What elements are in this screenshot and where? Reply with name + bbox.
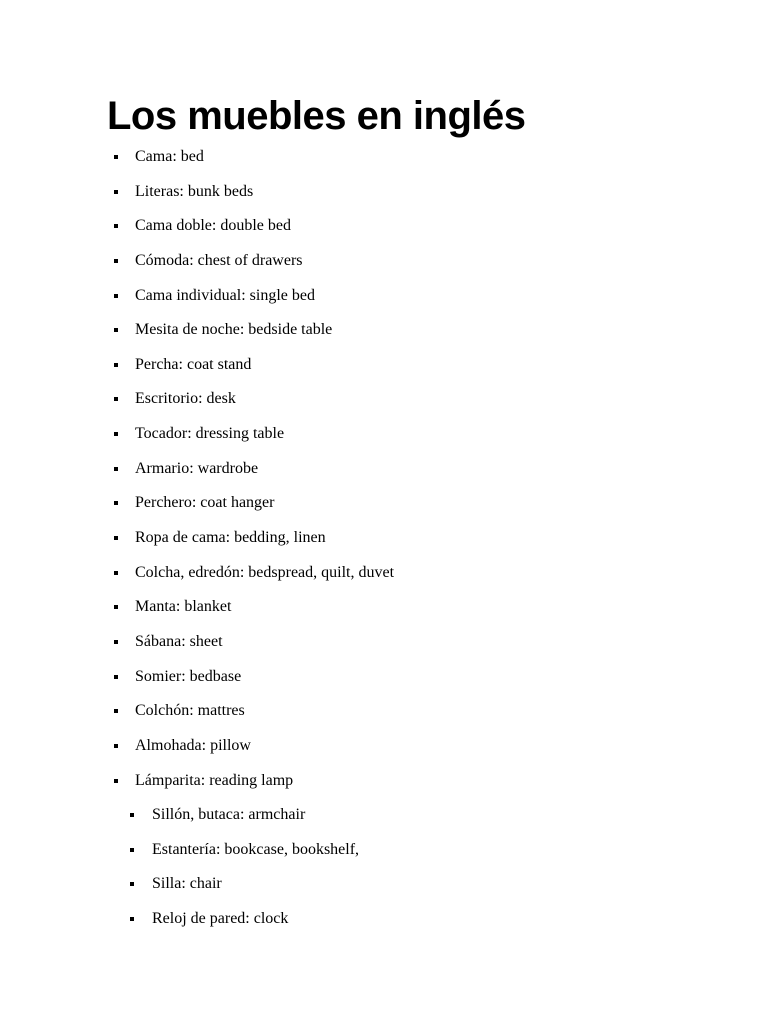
list-item [0, 313, 768, 348]
list-item-text: Silla: chair [152, 875, 222, 893]
list-item-text: Escritorio: desk [135, 390, 236, 408]
list-item-text: Sábana: sheet [135, 632, 223, 650]
bullet-icon [130, 917, 134, 921]
bullet-icon [114, 190, 118, 194]
bullet-icon [114, 744, 118, 748]
list-item-text: Tocador: dressing table [135, 425, 285, 443]
page-title: Los muebles en inglés [107, 94, 526, 138]
list-item [0, 625, 768, 660]
list-item-text: Cama: bed [135, 148, 204, 165]
list-item [0, 279, 768, 314]
list-item-text: Somier: bedbase [135, 667, 242, 685]
bullet-icon [114, 536, 118, 540]
list-item [0, 556, 768, 591]
vocabulary-list [0, 140, 768, 937]
bullet-icon [114, 640, 118, 644]
list-item-text: Cama individual: single bed [135, 286, 315, 304]
bullet-icon [114, 259, 118, 263]
bullet-icon [114, 675, 118, 679]
list-item-text: Cama doble: double bed [135, 217, 291, 235]
bullet-icon [114, 467, 118, 471]
bullet-icon [130, 882, 134, 886]
list-item-text: Perchero: coat hanger [135, 494, 275, 512]
list-item-text: Almohada: pillow [135, 736, 251, 754]
list-item [0, 244, 768, 279]
list-item [0, 521, 768, 556]
list-item-text: Cómoda: chest of drawers [135, 251, 303, 269]
list-item-text: Sillón, butaca: armchair [152, 806, 306, 824]
list-item [0, 729, 768, 764]
list-item-text: Estantería: bookcase, bookshelf, [152, 840, 360, 858]
bullet-icon [114, 501, 118, 505]
sub-list-item [0, 867, 768, 902]
list-item-text: Mesita de noche: bedside table [135, 321, 333, 339]
list-item-text: Literas: bunk beds [135, 182, 254, 200]
bullet-icon [114, 155, 118, 159]
list-item [0, 486, 768, 521]
bullet-icon [130, 813, 134, 817]
sub-list-item [0, 798, 768, 833]
bullet-icon [114, 397, 118, 401]
sub-list-item [0, 833, 768, 868]
bullet-icon [114, 605, 118, 609]
list-item [0, 348, 768, 383]
list-item [0, 382, 768, 417]
list-item-text: Ropa de cama: bedding, linen [135, 529, 326, 547]
list-item [0, 209, 768, 244]
bullet-icon [114, 779, 118, 783]
list-item [0, 175, 768, 210]
sub-list-item [0, 902, 768, 937]
bullet-icon [114, 709, 118, 713]
bullet-icon [114, 432, 118, 436]
list-item-text: Manta: blanket [135, 598, 232, 616]
bullet-icon [114, 363, 118, 367]
bullet-icon [130, 848, 134, 852]
list-item [0, 417, 768, 452]
list-item [0, 764, 768, 799]
list-item-text: Percha: coat stand [135, 355, 252, 373]
list-item [0, 590, 768, 625]
list-item-text: Lámparita: reading lamp [135, 771, 294, 789]
bullet-icon [114, 224, 118, 228]
list-item [0, 694, 768, 729]
bullet-icon [114, 294, 118, 298]
list-item-text: Colchón: mattres [135, 702, 245, 720]
list-item [0, 452, 768, 487]
list-item [0, 660, 768, 695]
list-item-text: Armario: wardrobe [135, 459, 259, 477]
list-item-text: Reloj de pared: clock [152, 910, 289, 928]
bullet-icon [114, 571, 118, 575]
bullet-icon [114, 328, 118, 332]
list-item [0, 140, 768, 175]
list-item-text: Colcha, edredón: bedspread, quilt, duvet [135, 563, 395, 581]
